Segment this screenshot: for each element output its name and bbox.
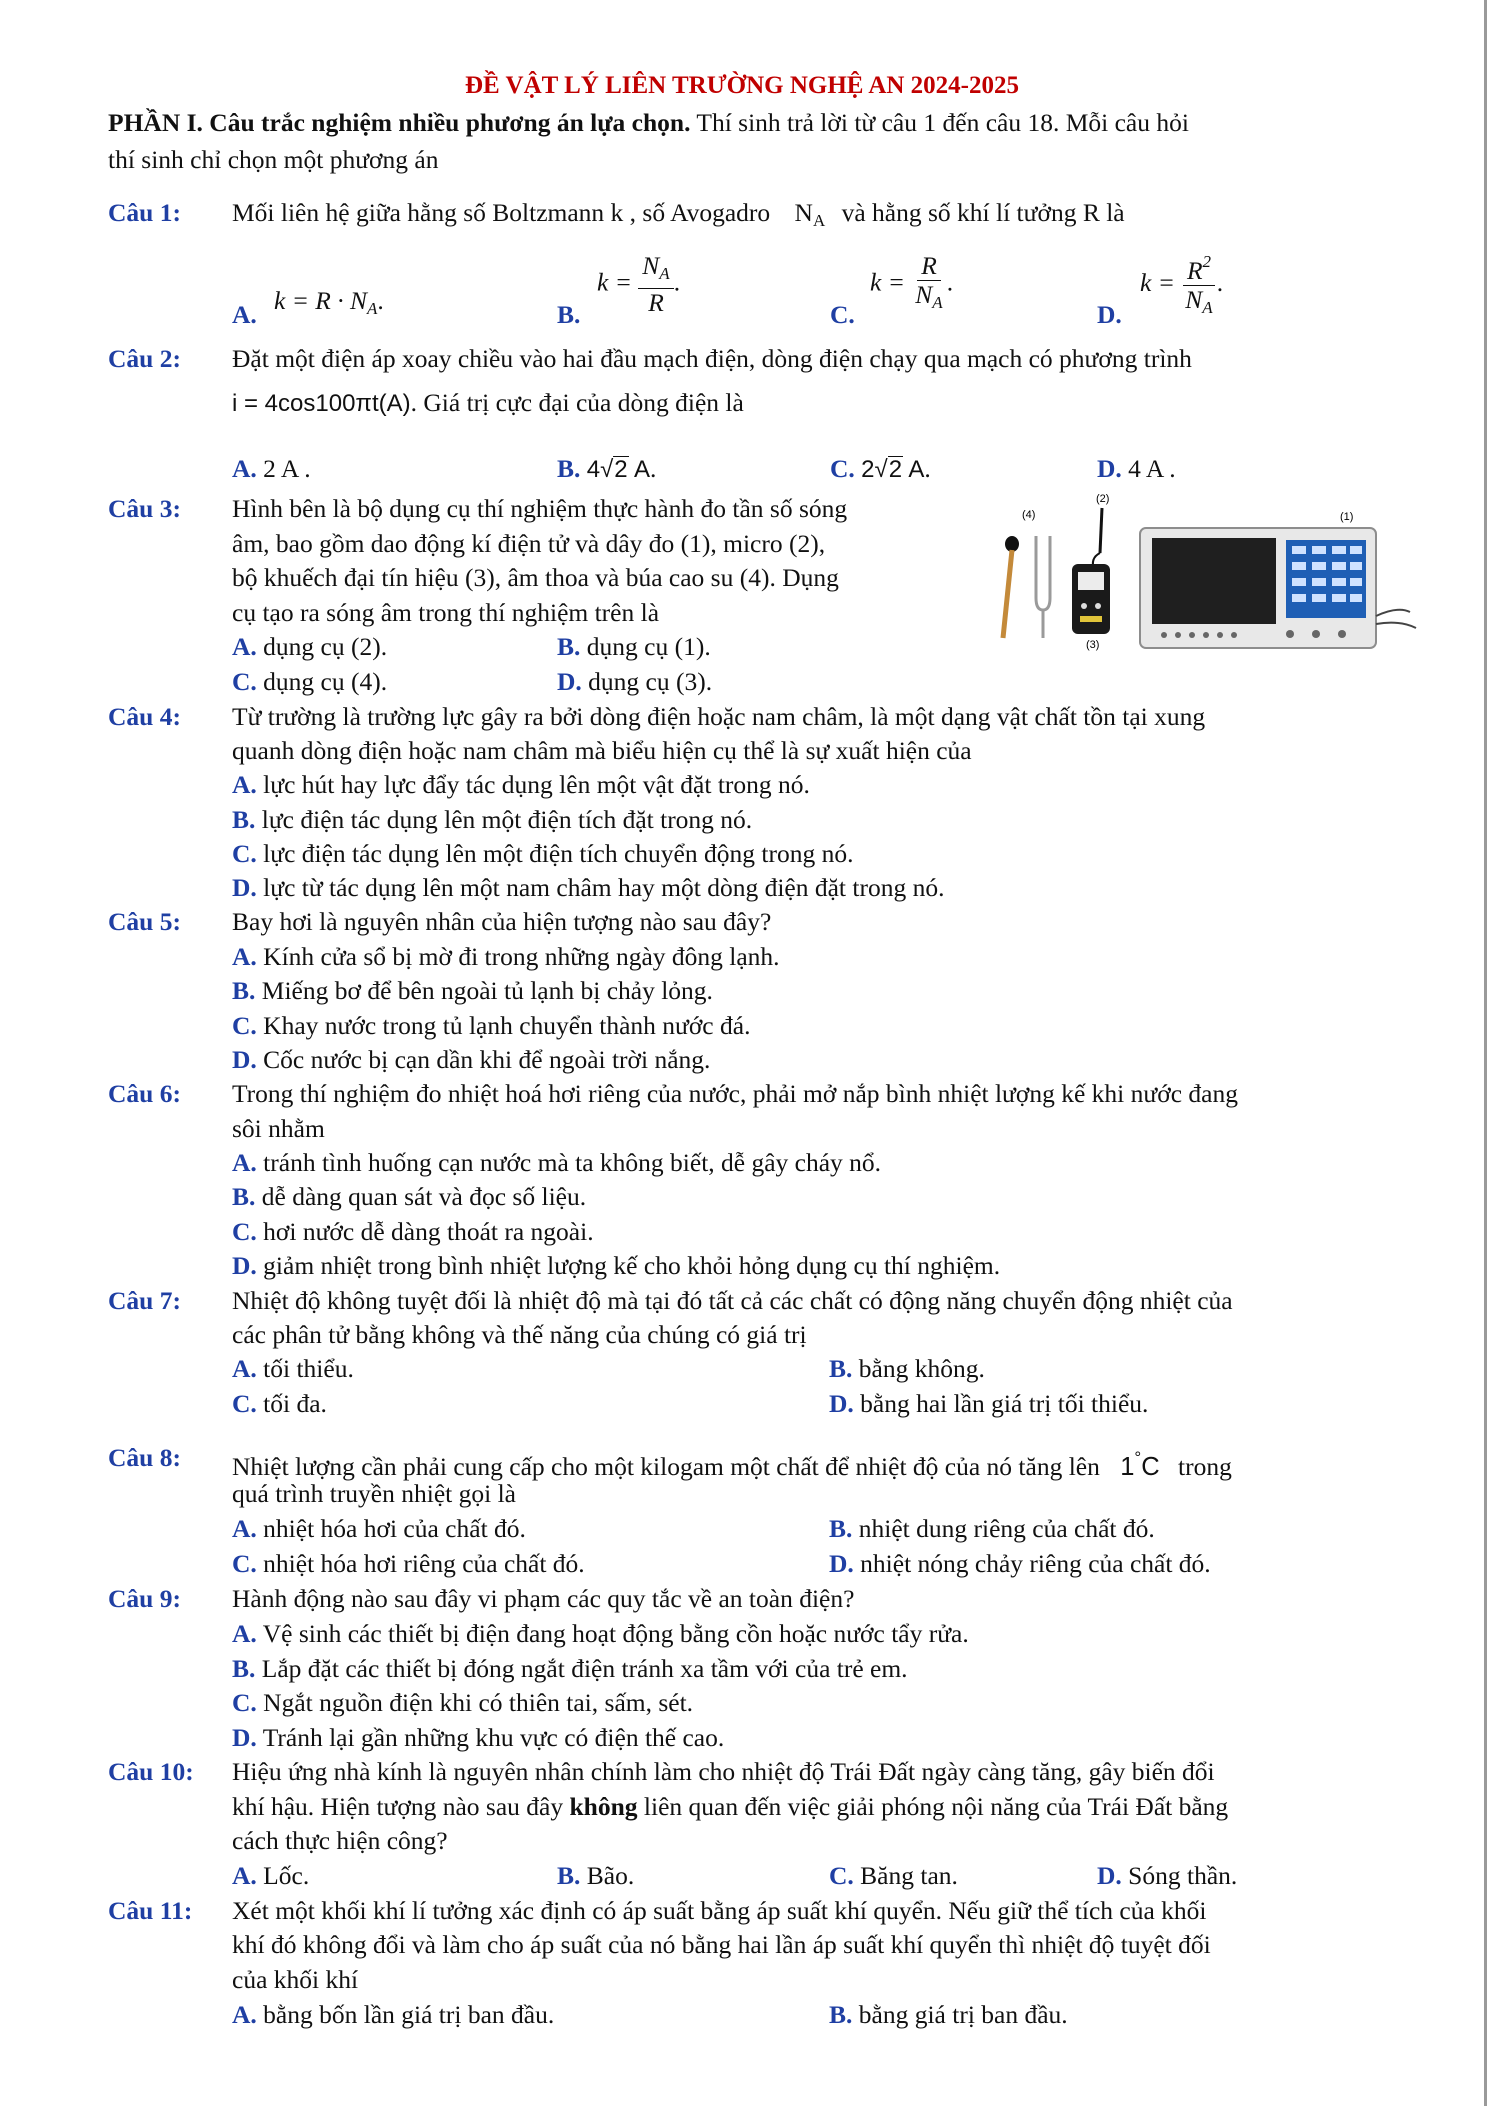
q3-a-letter: A. [232, 632, 257, 661]
part-label: PHẦN I. Câu trắc nghiệm nhiều phương án lựa chọn. [108, 108, 691, 137]
q2-text2: . Giá trị cực đại của dòng điện là [410, 388, 744, 417]
q7-d-letter: D. [829, 1389, 854, 1418]
q7-line-1: Nhiệt độ không tuyệt đối là nhiệt độ mà tại đó tất cả các chất có động năng chuyển động nhiệt của [232, 1286, 1233, 1315]
q8-option-b[interactable] [829, 1512, 1155, 1545]
q8-text1-end: trong [1178, 1452, 1232, 1481]
q4-a-letter: A. [232, 770, 257, 799]
q2-b-pre: 4 [586, 456, 601, 483]
microphone-icon [1093, 508, 1102, 570]
q8-option-c[interactable] [232, 1547, 585, 1580]
q2-c-post: A [903, 456, 925, 483]
q7-d-text: bằng hai lần giá trị tối thiểu. [860, 1389, 1149, 1418]
q3-d-letter: D. [557, 667, 582, 696]
q8-a-text: nhiệt hóa hơi của chất đó. [263, 1514, 526, 1543]
q11-number: Câu 11: [108, 1896, 193, 1925]
q6-line-1: Trong thí nghiệm đo nhiệt hoá hơi riêng của nước, phải mở nắp bình nhiệt lượng kế khi nước đang [232, 1079, 1238, 1108]
q5-option-c[interactable] [232, 1009, 750, 1042]
q8-number: Câu 8: [108, 1443, 181, 1472]
q10-d-letter: D. [1097, 1861, 1122, 1890]
q7-c-letter: C. [232, 1389, 257, 1418]
q8-d-text: nhiệt nóng chảy riêng của chất đó. [860, 1549, 1211, 1578]
q1-na-main: N [794, 198, 813, 227]
q10-option-b[interactable] [557, 1859, 634, 1892]
q11-b-text: bằng giá trị ban đầu. [858, 2000, 1068, 2029]
q1-d-frac [1181, 248, 1216, 322]
q2-option-c[interactable] [830, 452, 931, 486]
q4-line-1: Từ trường là trường lực gây ra bởi dòng điện hoặc nam châm, là một dạng vật chất tồn tại xung [232, 702, 1206, 731]
q1-a-k: k = R · N [274, 286, 367, 315]
q5-d-text: Cốc nước bị cạn dần khi để ngoài trời nắng. [263, 1045, 711, 1074]
q1-c-den-sub: A [932, 293, 943, 312]
q11-b-letter: B. [829, 2000, 853, 2029]
q3-c-text: dụng cụ (4). [263, 667, 388, 696]
q8-d-letter: D. [829, 1549, 854, 1578]
q4-b-text: lực điện tác dụng lên một điện tích đặt trong nó. [261, 805, 753, 834]
q9-option-d[interactable] [232, 1721, 724, 1754]
q1-d-den-main: N [1185, 285, 1203, 314]
q10-line-3: cách thực hiện công? [232, 1826, 448, 1855]
q4-option-b[interactable] [232, 803, 752, 836]
q11-line-3: của khối khí [232, 1965, 359, 1994]
q2-d-letter: D. [1097, 454, 1122, 483]
q9-option-b[interactable] [232, 1652, 908, 1685]
q1-a-letter: A. [232, 300, 257, 329]
q3-b-text: dụng cụ (1). [586, 632, 711, 661]
q8-b-letter: B. [829, 1514, 853, 1543]
q6-b-letter: B. [232, 1182, 256, 1211]
q2-c-letter: C. [830, 454, 855, 483]
q1-number: Câu 1: [108, 198, 181, 227]
q1-text-end: và hằng số khí lí tưởng R là [841, 198, 1125, 227]
q7-option-b[interactable] [829, 1352, 985, 1385]
q11-a-letter: A. [232, 2000, 257, 2029]
q9-text: Hành động nào sau đây vi phạm các quy tắc về an toàn điện? [232, 1584, 855, 1613]
q9-c-text: Ngắt nguồn điện khi có thiên tai, sấm, sét. [263, 1688, 694, 1717]
q1-b-formula [597, 252, 680, 317]
q6-option-d[interactable] [232, 1249, 1000, 1282]
q10-c-text: Băng tan. [860, 1861, 958, 1890]
q1-a-formula [274, 284, 384, 325]
q6-option-c[interactable] [232, 1215, 594, 1248]
q11-line-2: khí đó không đổi và làm cho áp suất của nó bằng hai lần áp suất khí quyển thì nhiệt độ tuyệt đối [232, 1930, 1211, 1959]
q2-b-value: 4√2 A [586, 456, 651, 483]
q2-option-b[interactable] [557, 452, 656, 486]
q1-b-num-sub: A [659, 264, 670, 283]
q1-option-d[interactable] [1097, 298, 1122, 331]
exam-title: ĐỀ VẬT LÝ LIÊN TRƯỜNG NGHỆ AN 2024-2025 [464, 72, 1020, 99]
q8-c-letter: C. [232, 1549, 257, 1578]
q10-line-2 [232, 1790, 1228, 1823]
q1-d-num-main: R [1186, 256, 1203, 285]
q1-option-a[interactable] [232, 298, 257, 331]
q1-c-letter: C. [830, 300, 855, 329]
q8-option-d[interactable] [829, 1547, 1211, 1580]
q2-b-dot: . [650, 454, 657, 483]
q5-option-a[interactable] [232, 940, 780, 973]
q1-d-den [1181, 286, 1216, 322]
q3-a-text: dụng cụ (2). [263, 632, 388, 661]
q5-b-letter: B. [232, 976, 256, 1005]
q8-a-letter: A. [232, 1514, 257, 1543]
q2-option-d[interactable] [1097, 452, 1176, 485]
q5-number: Câu 5: [108, 907, 181, 936]
label-2: (2) [1096, 493, 1110, 505]
q2-a-text: 2 A . [263, 454, 311, 483]
q1-option-c[interactable] [830, 298, 855, 331]
q7-option-a[interactable] [232, 1352, 354, 1385]
q9-option-c[interactable] [232, 1686, 693, 1719]
part-heading [108, 106, 1189, 139]
q6-number: Câu 6: [108, 1079, 181, 1108]
q1-c-dot: . [946, 267, 954, 297]
q10-option-a[interactable] [232, 1859, 309, 1892]
q10-option-c[interactable] [829, 1859, 958, 1892]
q2-option-a[interactable] [232, 452, 311, 485]
q1-b-den: R [648, 288, 664, 317]
q7-b-text: bằng không. [858, 1354, 985, 1383]
q2-equation: i = 4cos100πt(A) [232, 390, 411, 417]
q10-b-text: Bão. [586, 1861, 635, 1890]
q7-b-letter: B. [829, 1354, 853, 1383]
q11-option-b[interactable] [829, 1998, 1068, 2031]
q6-a-letter: A. [232, 1148, 257, 1177]
q9-a-text: Vệ sinh các thiết bị điện đang hoạt động bằng cồn hoặc nước tẩy rửa. [262, 1619, 969, 1648]
q4-a-text: lực hút hay lực đẩy tác dụng lên một vật đặt trong nó. [263, 770, 810, 799]
label-4: (4) [1022, 509, 1036, 521]
q1-option-b[interactable] [557, 298, 580, 331]
q8-deg-1: 1 [1120, 1453, 1135, 1481]
q1-c-num: R [917, 252, 941, 281]
q1-d-num [1183, 248, 1215, 286]
q3-option-d[interactable] [557, 665, 712, 698]
q6-c-text: hơi nước dễ dàng thoát ra ngoài. [263, 1217, 594, 1246]
q3-d-text: dụng cụ (3). [588, 667, 713, 696]
q10-line2-post: liên quan đến việc giải phóng nội năng của Trái Đất bằng [637, 1792, 1229, 1821]
q6-c-letter: C. [232, 1217, 257, 1246]
q10-option-d[interactable] [1097, 1859, 1237, 1892]
q10-line2-pre: khí hậu. Hiện tượng nào sau đây [232, 1792, 570, 1821]
q9-b-letter: B. [232, 1654, 256, 1683]
q10-b-letter: B. [557, 1861, 581, 1890]
q1-c-formula [870, 252, 953, 317]
q8-deg-sup: ° [1134, 1448, 1142, 1467]
q6-a-text: tránh tình huống cạn nước mà ta không biết, dễ gây cháy nổ. [263, 1148, 882, 1177]
part-text-2: thí sinh chỉ chọn một phương án [108, 145, 439, 174]
q3-line-2: âm, bao gồm dao động kí điện tử và dây đo (1), micro (2), [232, 529, 826, 558]
label-3: (3) [1086, 639, 1100, 651]
q1-c-k: k = [870, 267, 905, 297]
q7-line-2: các phân tử bằng không và thế năng của chúng có giá trị [232, 1320, 807, 1349]
q8-c-text: nhiệt hóa hơi riêng của chất đó. [263, 1549, 585, 1578]
q10-a-text: Lốc. [263, 1861, 310, 1890]
q8-degree [1120, 1448, 1160, 1481]
q1-d-k: k = [1140, 267, 1175, 297]
q3-option-b[interactable] [557, 630, 711, 663]
tuning-fork-icon [1036, 536, 1050, 638]
q5-c-letter: C. [232, 1011, 257, 1040]
q11-line-1: Xét một khối khí lí tưởng xác định có áp suất bằng áp suất khí quyển. Nếu giữ thể tích của khối [232, 1896, 1207, 1925]
q11-option-a[interactable] [232, 1998, 554, 2031]
q3-line-3: bộ khuếch đại tín hiệu (3), âm thoa và búa cao su (4). Dụng [232, 563, 839, 592]
q5-text: Bay hơi là nguyên nhân của hiện tượng nào sau đây? [232, 907, 772, 936]
q5-a-letter: A. [232, 942, 257, 971]
q4-c-letter: C. [232, 839, 257, 868]
rubber-mallet-icon [1003, 536, 1019, 638]
q5-d-letter: D. [232, 1045, 257, 1074]
q10-line-1: Hiệu ứng nhà kính là nguyên nhân chính làm cho nhiệt độ Trái Đất ngày càng tăng, gây biến đổi [232, 1757, 1215, 1786]
q4-option-d[interactable] [232, 871, 944, 904]
q2-b-rad: 2 [614, 456, 628, 483]
q10-a-letter: A. [232, 1861, 257, 1890]
q4-d-text: lực từ tác dụng lên một nam châm hay một dòng điện đặt trong nó. [263, 873, 945, 902]
q1-b-dot: . [673, 267, 681, 297]
q7-option-c[interactable] [232, 1387, 327, 1420]
q9-a-letter: A. [232, 1619, 257, 1648]
q3-c-letter: C. [232, 667, 257, 696]
q1-b-letter: B. [557, 300, 581, 329]
q1-na-sub: A [812, 211, 826, 230]
q2-d-text: 4 A . [1128, 454, 1176, 483]
q8-text1: Nhiệt lượng cần phải cung cấp cho một kilogam một chất để nhiệt độ của nó tăng lên [232, 1452, 1100, 1481]
q8-option-a[interactable] [232, 1512, 526, 1545]
q9-b-text: Lắp đặt các thiết bị đóng ngắt điện tránh xa tầm với của trẻ em. [261, 1654, 908, 1683]
q6-d-letter: D. [232, 1251, 257, 1280]
q1-d-dot: . [1216, 267, 1224, 297]
q1-c-den-main: N [915, 280, 933, 309]
q5-b-text: Miếng bơ để bên ngoài tủ lạnh bị chảy lỏng. [261, 976, 713, 1005]
q7-option-d[interactable] [829, 1387, 1148, 1420]
q4-option-c[interactable] [232, 837, 853, 870]
q1-b-num [638, 252, 673, 289]
q4-option-a[interactable] [232, 768, 810, 801]
amplifier-icon [1072, 564, 1110, 634]
q6-b-text: dễ dàng quan sát và đọc số liệu. [261, 1182, 587, 1211]
q7-a-letter: A. [232, 1354, 257, 1383]
q10-d-text: Sóng thần. [1128, 1861, 1238, 1890]
q3-option-a[interactable] [232, 630, 387, 663]
q6-d-text: giảm nhiệt trong bình nhiệt lượng kế cho khỏi hỏng dụng cụ thí nghiệm. [263, 1251, 1001, 1280]
q2-b-post: A [628, 456, 651, 483]
q1-c-den [911, 281, 946, 317]
q8-text2: quá trình truyền nhiệt gọi là [232, 1479, 516, 1508]
q2-c-pre: 2 [861, 456, 875, 483]
q4-number: Câu 4: [108, 702, 181, 731]
q4-d-letter: D. [232, 873, 257, 902]
q3-option-c[interactable] [232, 665, 387, 698]
q4-b-letter: B. [232, 805, 256, 834]
q11-a-text: bằng bốn lần giá trị ban đầu. [263, 2000, 555, 2029]
q1-b-num-main: N [642, 251, 660, 280]
q7-number: Câu 7: [108, 1286, 181, 1315]
q1-d-num-sup: 2 [1202, 252, 1212, 271]
q5-option-b[interactable] [232, 974, 713, 1007]
q6-option-a[interactable] [232, 1146, 881, 1179]
q1-a-sub: A [367, 299, 378, 318]
q2-b-letter: B. [557, 454, 581, 483]
q7-a-text: tối thiểu. [263, 1354, 354, 1383]
q6-option-b[interactable] [232, 1180, 586, 1213]
q8-deg-c: C [1141, 1453, 1160, 1481]
q3-line-4: cụ tạo ra sóng âm trong thí nghiệm trên là [232, 598, 660, 627]
q1-d-formula [1140, 248, 1223, 322]
q10-number: Câu 10: [108, 1757, 194, 1786]
q1-na [794, 198, 826, 230]
q8-b-text: nhiệt dung riêng của chất đó. [858, 1514, 1155, 1543]
q3-apparatus-figure [980, 488, 1420, 653]
q3-number: Câu 3: [108, 494, 181, 523]
q4-line-2: quanh dòng điện hoặc nam châm mà biểu hiện cụ thể là sự xuất hiện của [232, 736, 972, 765]
q2-stem-2 [232, 386, 744, 420]
q1-b-frac [638, 252, 673, 317]
q1-b-k: k = [597, 267, 632, 297]
q10-line2-bold: không [569, 1792, 638, 1821]
q9-option-a[interactable] [232, 1617, 969, 1650]
q1-text: Mối liên hệ giữa hằng số Boltzmann k , số Avogadro [232, 198, 771, 227]
q1-a-dot: . [377, 286, 384, 315]
q2-c-value: 2√2 A [861, 456, 925, 483]
q1-c-frac [911, 252, 946, 317]
q9-number: Câu 9: [108, 1584, 181, 1613]
q2-number: Câu 2: [108, 344, 181, 373]
q9-c-letter: C. [232, 1688, 257, 1717]
q3-line-1: Hình bên là bộ dụng cụ thí nghiệm thực hành đo tần số sóng [232, 494, 848, 523]
q2-a-letter: A. [232, 454, 257, 483]
q4-c-text: lực điện tác dụng lên một điện tích chuyển động trong nó. [263, 839, 854, 868]
q7-c-text: tối đa. [263, 1389, 327, 1418]
label-1: (1) [1340, 511, 1354, 523]
q9-d-letter: D. [232, 1723, 257, 1752]
q5-option-d[interactable] [232, 1043, 710, 1076]
q1-d-den-sub: A [1202, 298, 1213, 317]
q1-d-letter: D. [1097, 300, 1122, 329]
q5-a-text: Kính cửa sổ bị mờ đi trong những ngày đông lạnh. [263, 942, 780, 971]
q10-c-letter: C. [829, 1861, 854, 1890]
oscilloscope-icon [1140, 528, 1416, 648]
q2-text1: Đặt một điện áp xoay chiều vào hai đầu mạch điện, dòng điện chạy qua mạch có phương trình [232, 344, 1192, 373]
part-text-1: Thí sinh trả lời từ câu 1 đến câu 18. Mỗi câu hỏi [690, 108, 1189, 137]
q3-b-letter: B. [557, 632, 581, 661]
q9-d-text: Tránh lại gần những khu vực có điện thế cao. [262, 1723, 725, 1752]
q5-c-text: Khay nước trong tủ lạnh chuyển thành nước đá. [263, 1011, 751, 1040]
q6-line-2: sôi nhằm [232, 1114, 325, 1143]
q2-c-rad: 2 [888, 456, 903, 483]
q2-c-dot: . [924, 454, 931, 483]
q1-stem [232, 196, 1125, 237]
